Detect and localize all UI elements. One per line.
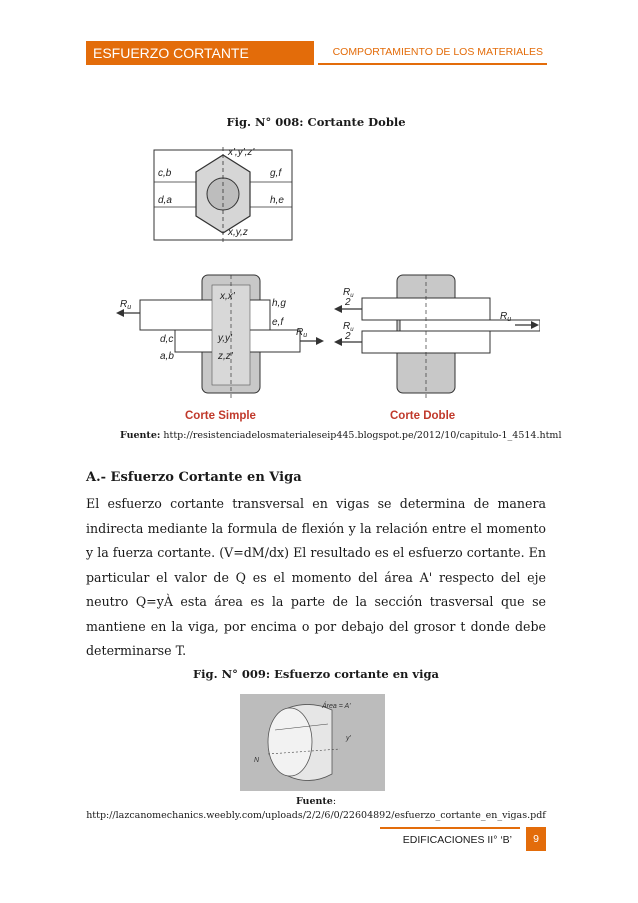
section-paragraph: El esfuerzo cortante transversal en vigas se determina de manera indirecta mediante la formula de flexión y la relación entre el momento y la fuerza cortante. (V=dM/dx) El resultado es el esfuerzo cortante. En particular el valor de Q es el momento del área A' respecto del eje neutro Q=yÀ esta área es la parte de la sección trasversal que se mantiene en la viga, por encima o por debajo del grosor t donde debe determinarse T. [86,496,546,658]
header-subtitle: COMPORTAMIENTO DE LOS MATERIALES [318,41,547,65]
double-two-top: 2 [345,297,351,308]
figure-2-source [86,795,546,823]
source-label: Fuente: [120,430,161,441]
header-title: ESFUERZO CORTANTE [86,41,314,65]
photo-n-label: N [254,757,260,764]
double-two-bottom: 2 [345,331,351,342]
source-url: http://resistenciadelosmaterialeseip445.blogspot.pe/2012/10/capitulo-1_4514.html [163,430,562,441]
label-da: d,a [158,195,172,206]
figure-1-title: Fig. N° 008: Cortante Doble [226,115,406,129]
figure-2-source-colon: : [332,796,337,807]
single-shear-view [116,275,324,422]
label-gf: g,f [270,168,282,179]
figure-2-title: Fig. N° 009: Esfuerzo cortante en viga [193,667,439,681]
figure-2-source-label: Fuente [295,796,333,807]
label-xx: x,x' [220,291,235,302]
double-ru-top: $R_u$ [343,287,354,299]
photo-y-label: y' [346,735,351,742]
figure-2-source-label-line [86,795,546,809]
figure-2-source-url: http://lazcanomechanics.weebly.com/uploads/2/2/6/0/22604892/esfuerzo_cortante_en_vigas.pdf [86,810,546,821]
label-xyz-bottom: x,y,z [228,227,248,238]
label-zz: z,z' [218,351,233,362]
photo-area-label: Área = A' [322,703,351,710]
label-dc: d,c [160,334,174,345]
figure-1-source [120,430,561,441]
label-xyz-top: x',y',z' [228,147,255,158]
simple-ru-right: $R_u$ [296,327,308,339]
double-ru-right: $R_u$ [500,311,512,323]
beam-photo [240,694,385,791]
section-title: A.- Esfuerzo Cortante en Viga [86,470,302,485]
label-he: h,e [270,195,284,206]
caption-corte-simple: Corte Simple [185,410,256,422]
label-cb: c,b [158,168,172,179]
double-shear-view [334,275,540,422]
simple-ru-left: $R_u$ [120,299,132,311]
bolt-top-view [154,147,292,243]
label-hg: h,g [272,298,286,309]
label-ab: a,b [160,351,174,362]
label-ef: e,f [272,317,284,328]
caption-corte-doble: Corte Doble [390,410,456,422]
double-ru-bottom: $R_u$ [343,321,354,333]
double-shear-diagram [100,135,540,425]
label-yy: y,y' [218,333,232,344]
footer-course: EDIFICACIONES II° ‘B’ [380,827,520,851]
page-number: 9 [526,827,546,851]
